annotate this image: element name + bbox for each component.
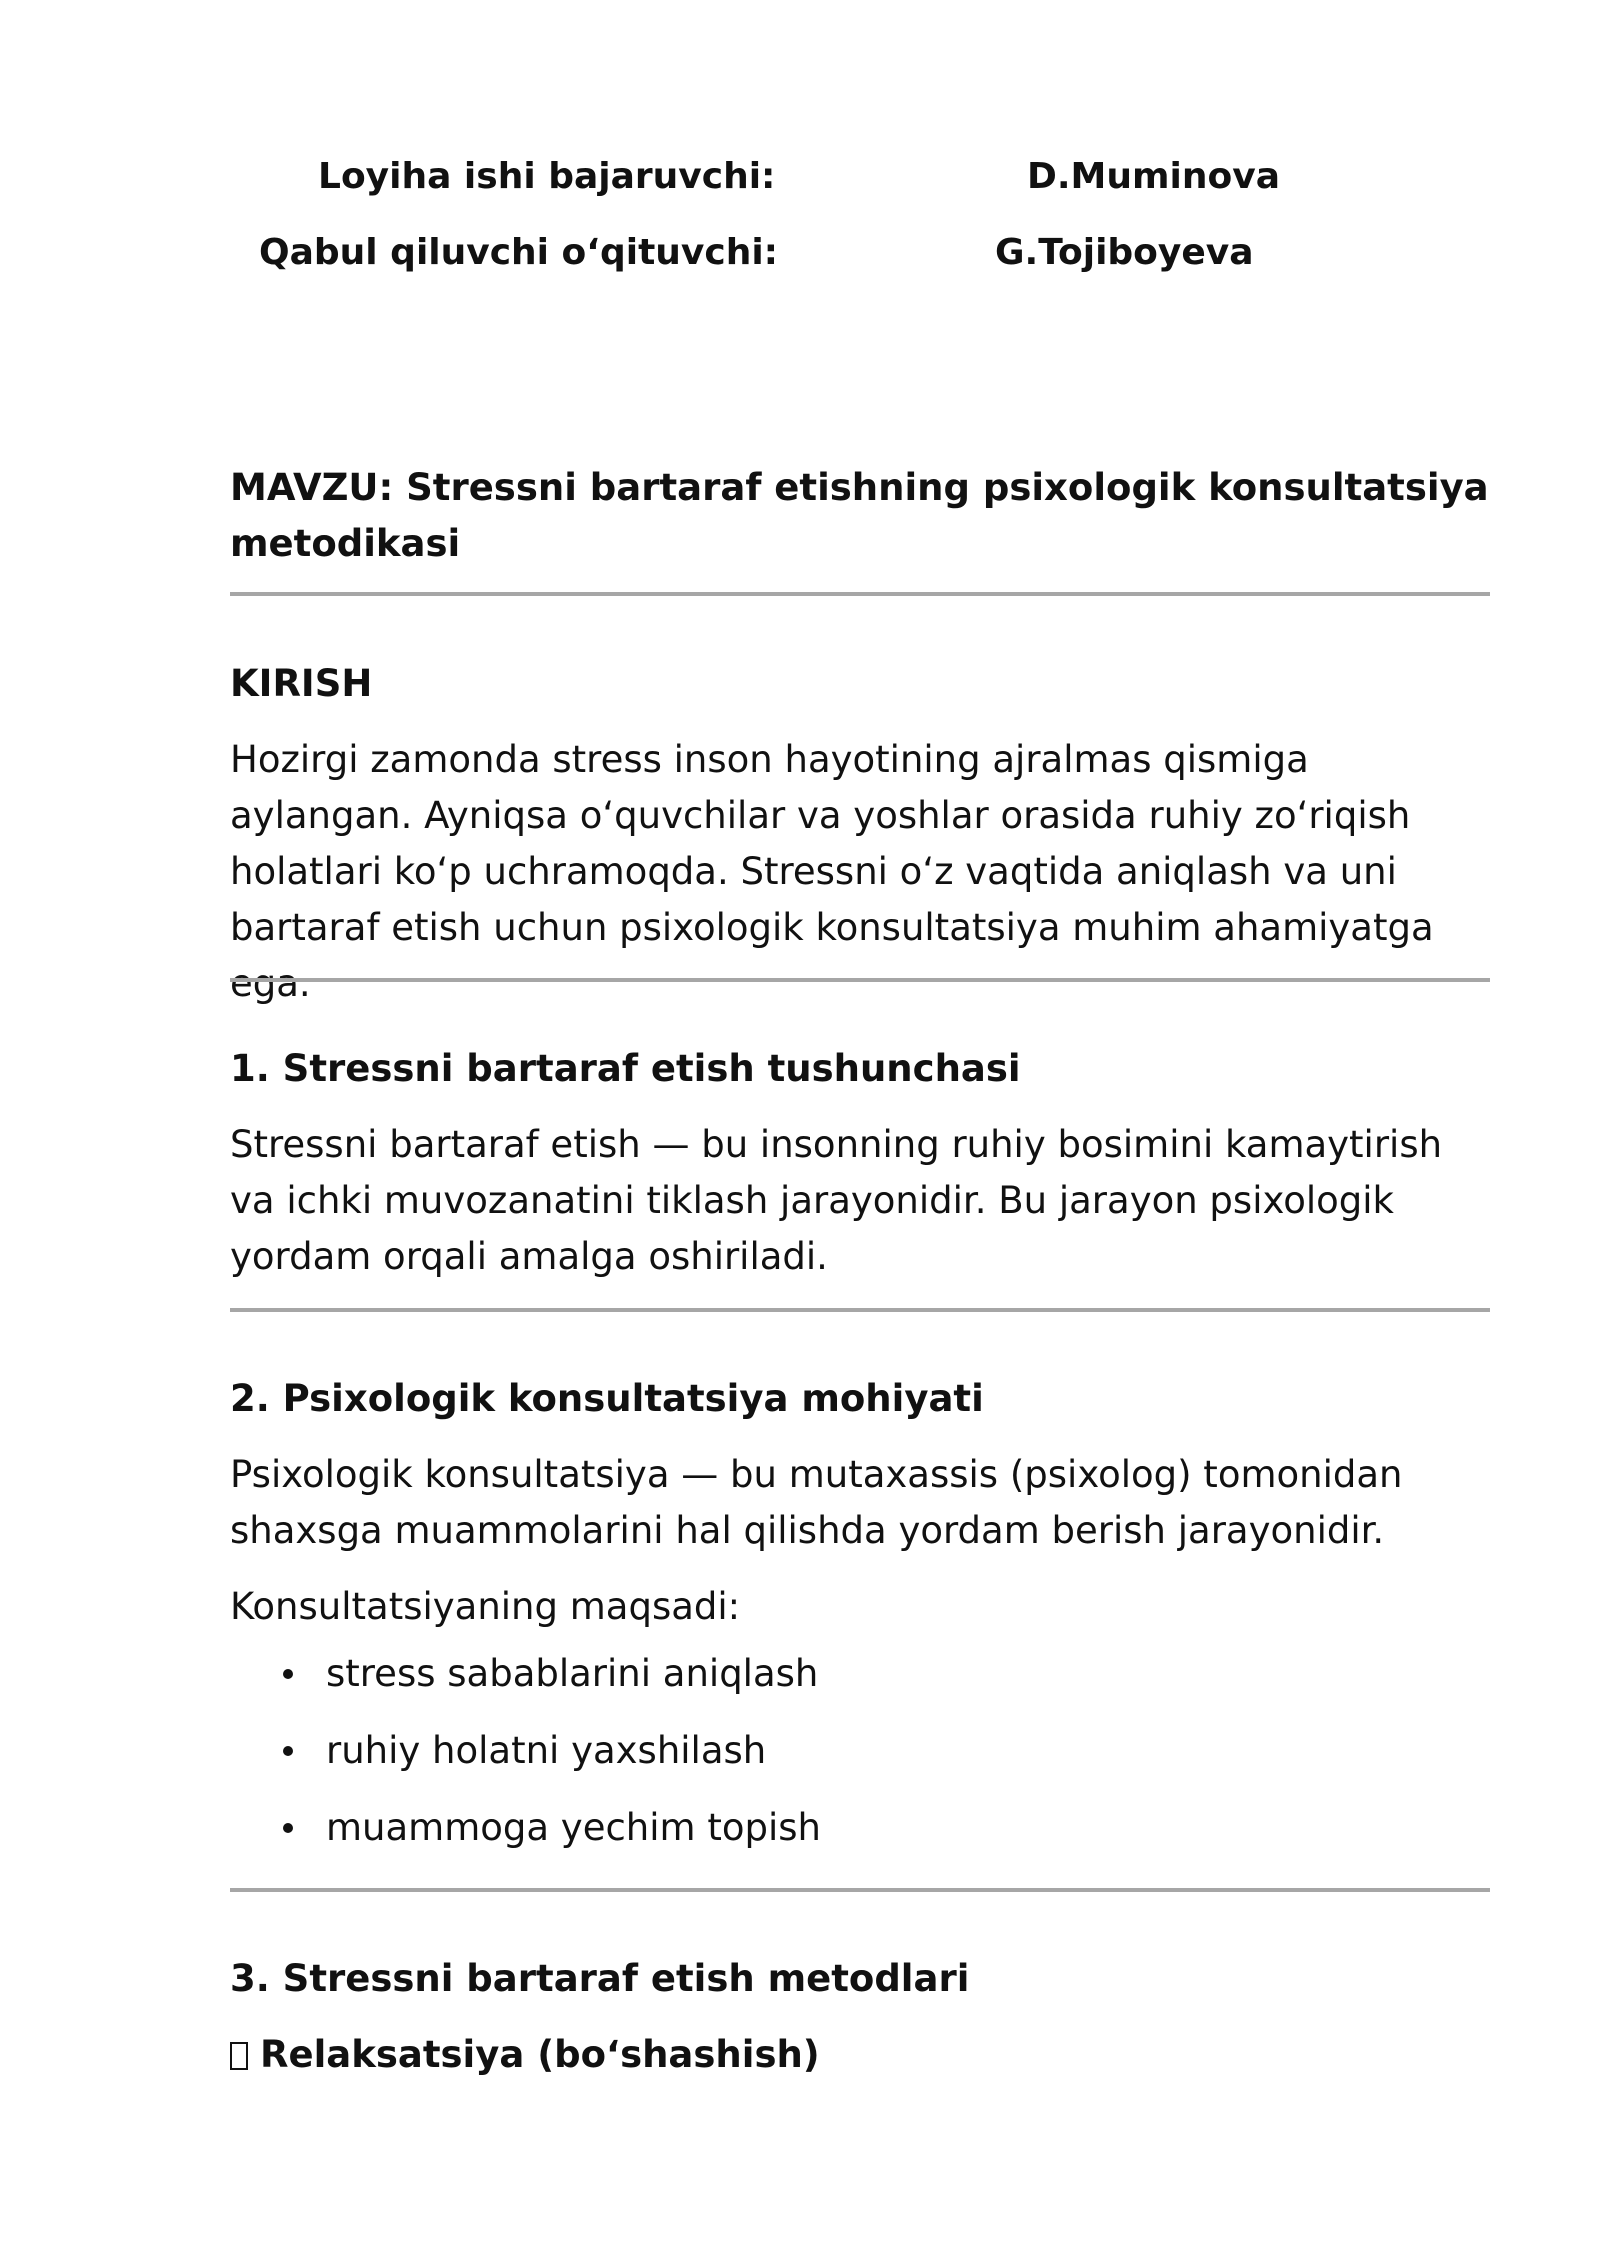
bullet-icon: [283, 1823, 293, 1833]
divider: [230, 592, 1490, 596]
missing-glyph-box-icon: [230, 2042, 248, 2070]
section-1-heading: 1. Stressni bartaraf etish tushunchasi: [230, 1047, 1021, 1090]
intro-section: [230, 656, 1490, 1012]
bullet-icon: [283, 1746, 293, 1756]
section-2-heading: 2. Psixologik konsultatsiya mohiyati: [230, 1377, 984, 1420]
list-item-text: muammoga yechim topish: [326, 1806, 821, 1849]
topic-block: [230, 460, 1490, 572]
goals-list: [230, 1635, 1490, 1866]
section-1-paragraph: Stressni bartaraf etish — bu insonning ruhiy bosimini kamaytirish va ichki muvozanatini tiklash jarayonidir. Bu jarayon psixologik yordam orqali amalga oshiriladi.: [230, 1123, 1443, 1278]
reviewer-name: G.Tojiboyeva: [995, 232, 1254, 273]
list-item-text: stress sabablarini aniqlash: [326, 1652, 819, 1695]
list-item: [230, 1789, 1490, 1866]
goals-label: Konsultatsiyaning maqsadi:: [230, 1585, 741, 1628]
divider: [230, 1888, 1490, 1892]
section-1: [230, 1041, 1490, 1285]
bullet-icon: [283, 1669, 293, 1679]
section-2-paragraph: Psixologik konsultatsiya — bu mutaxassis (psixolog) tomonidan shaxsga muammolarini hal qilishda yordam berish jarayonidir.: [230, 1453, 1403, 1552]
list-item-text: ruhiy holatni yaxshilash: [326, 1729, 767, 1772]
divider: [230, 1308, 1490, 1312]
divider: [230, 978, 1490, 982]
section-3-subheading: [230, 2027, 1490, 2083]
section-3-heading: 3. Stressni bartaraf etish metodlari: [230, 1957, 970, 2000]
topic-title: MAVZU: Stressni bartaraf etishning psixologik konsultatsiya metodikasi: [230, 466, 1489, 565]
list-item: [230, 1712, 1490, 1789]
intro-paragraph: Hozirgi zamonda stress inson hayotining ajralmas qismiga aylangan. Ayniqsa o‘quvchilar va yoshlar orasida ruhiy zo‘riqish holatlari ko‘p uchramoqda. Stressni o‘z vaqtida aniqlash va uni bartaraf etish uchun psixologik konsultatsiya muhim ahamiyatga ega.: [230, 738, 1434, 1005]
intro-heading: KIRISH: [230, 662, 373, 705]
executor-label: Loyiha ishi bajaruvchi:: [318, 156, 776, 197]
subheading-text: Relaksatsiya (bo‘shashish): [260, 2033, 820, 2076]
list-item: [230, 1635, 1490, 1712]
section-3: [230, 1951, 1490, 2083]
section-2: [230, 1371, 1490, 1866]
reviewer-label: Qabul qiluvchi o‘qituvchi:: [259, 232, 779, 273]
executor-name: D.Muminova: [1027, 156, 1280, 197]
